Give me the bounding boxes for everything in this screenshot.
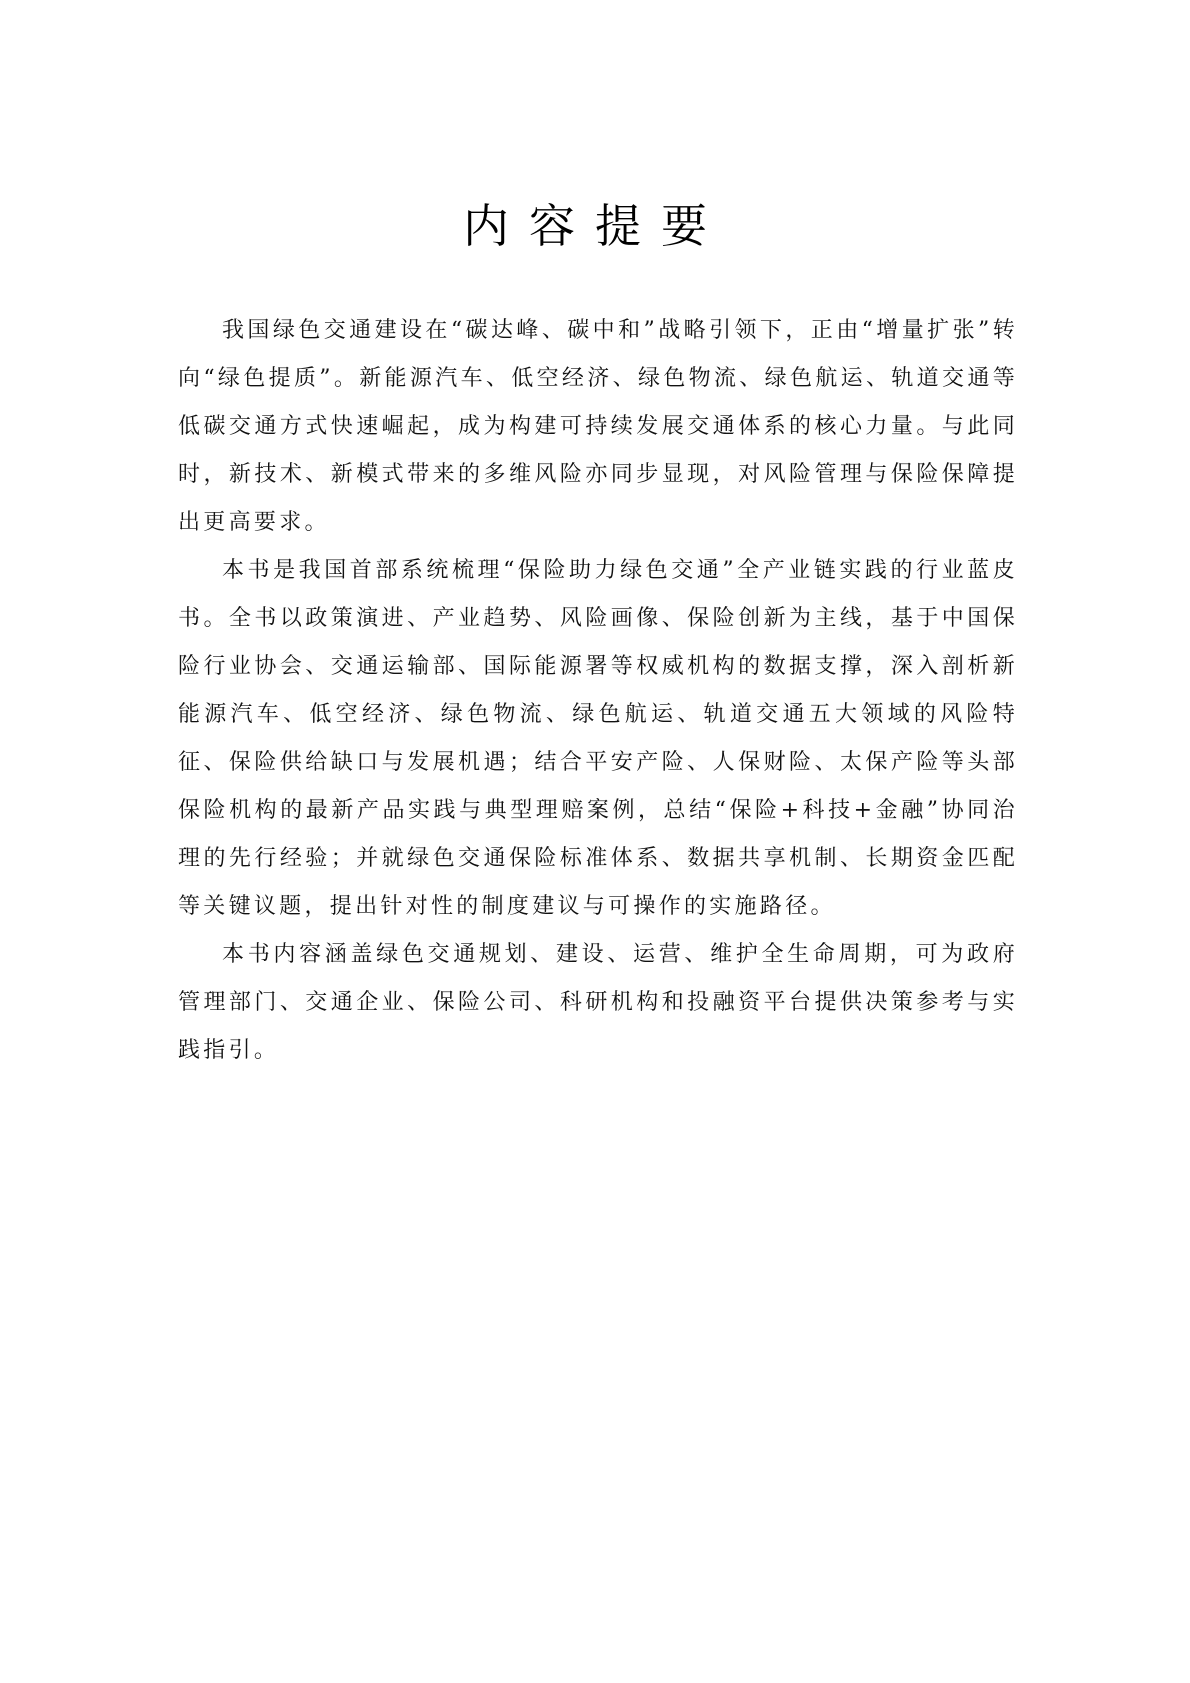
paragraph-book-overview: 本书是我国首部系统梳理“保险助力绿色交通”全产业链实践的行业蓝皮书。全书以政策演进、产业趋势、风险画像、保险创新为主线，基于中国保险行业协会、交通运输部、国际能源署等权威机构的数据支撑，深入剖析新能源汽车、低空经济、绿色物流、绿色航运、轨道交通五大领域的风险特征、保险供给缺口与发展机遇；结合平安产险、人保财险、太保产险等头部保险机构的最新产品实践与典型理赔案例，总结“保险+科技+金融”协同治理的先行经验；并就绿色交通保险标准体系、数据共享机制、长期资金匹配等关键议题，提出针对性的制度建议与可操作的实施路径。 [178,558,1018,919]
document-body [178,307,1018,1075]
paragraph-scope: 本书内容涵盖绿色交通规划、建设、运营、维护全生命周期，可为政府管理部门、交通企业、保险公司、科研机构和投融资平台提供决策参考与实践指引。 [178,942,1018,1063]
paragraph-intro: 我国绿色交通建设在“碳达峰、碳中和”战略引领下，正由“增量扩张”转向“绿色提质”。新能源汽车、低空经济、绿色物流、绿色航运、轨道交通等低碳交通方式快速崛起，成为构建可持续发展交通体系的核心力量。与此同时，新技术、新模式带来的多维风险亦同步显现，对风险管理与保险保障提出更高要求。 [178,318,1018,535]
document-title: 内容提要 [463,199,727,253]
